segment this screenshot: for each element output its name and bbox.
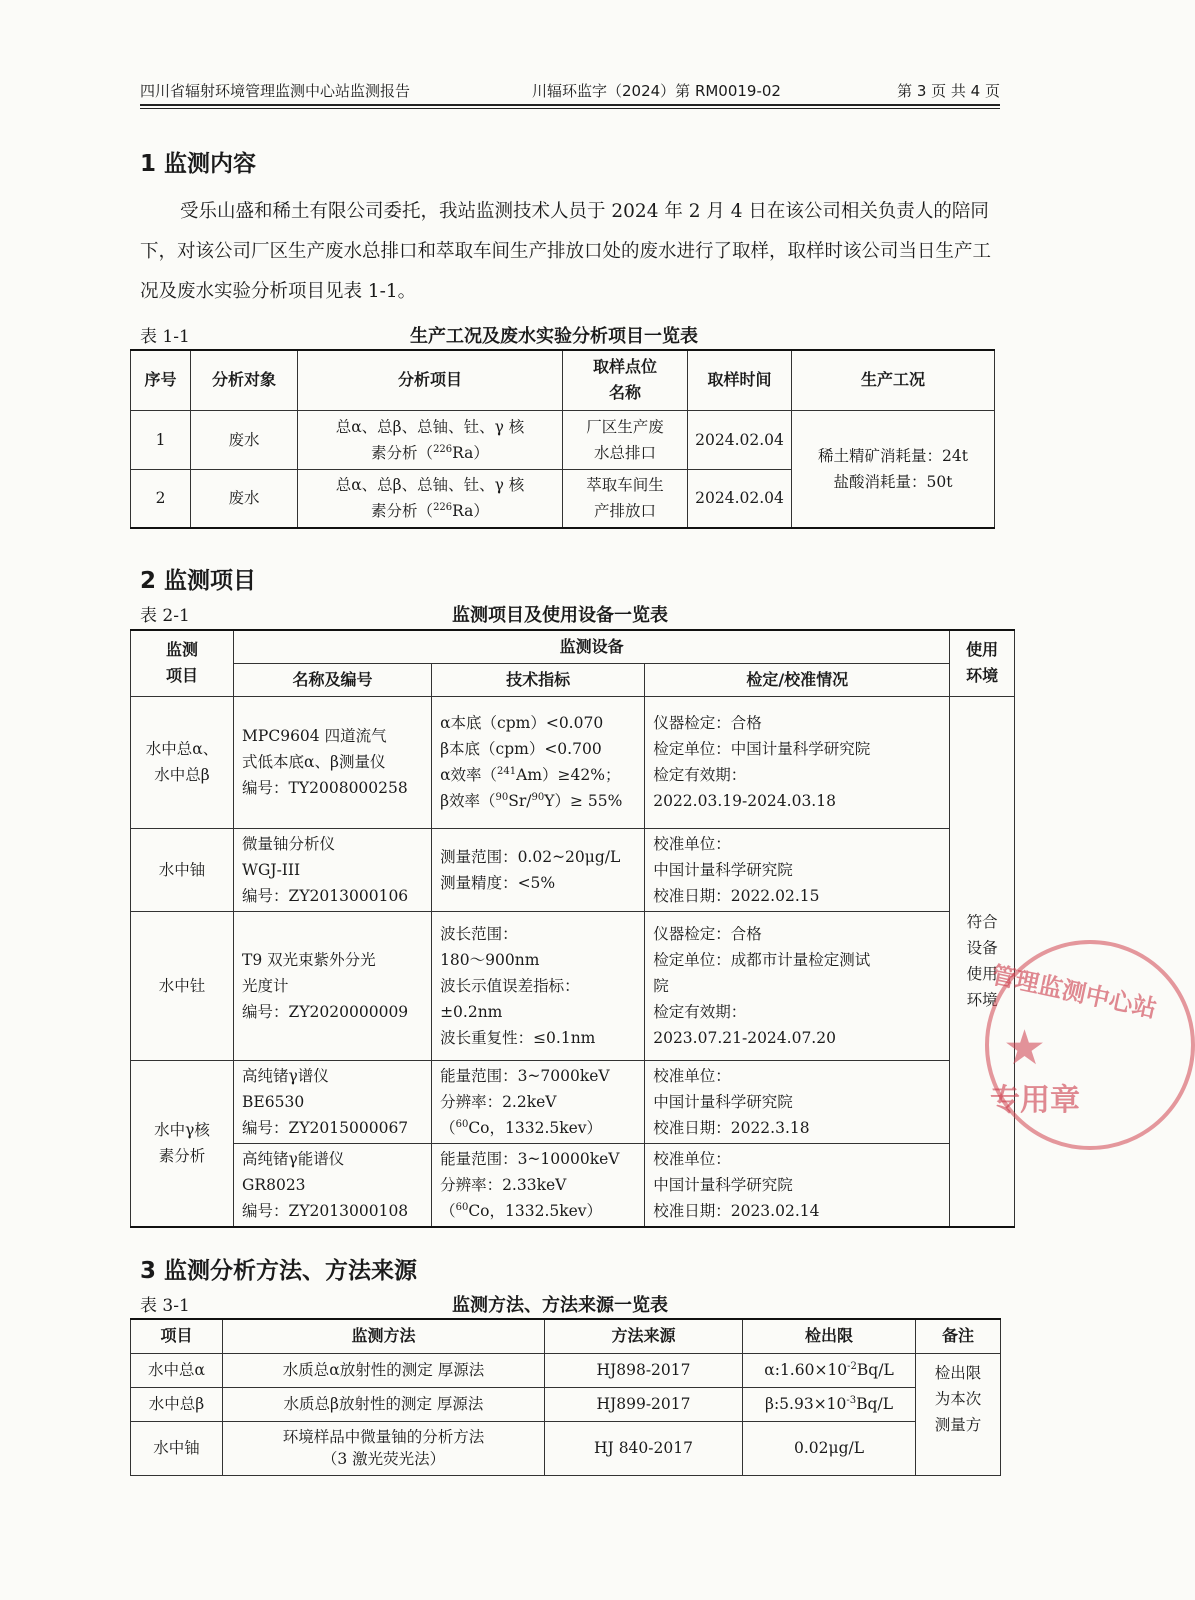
t1-no: 1 [131, 410, 191, 469]
t2-header-item: 监测 项目 [131, 630, 234, 696]
t2-name: 高纯锗γ谱仪 BE6530 编号：ZY2015000067 [234, 1060, 432, 1143]
report-header [140, 78, 1000, 104]
t2-item: 水中总α、 水中总β [131, 696, 234, 828]
t2-calib: 校准单位： 中国计量科学研究院 校准日期：2023.02.14 [645, 1143, 950, 1227]
t1-items: 总α、总β、总铀、钍、γ 核 素分析（$^{226}$Ra） [298, 410, 563, 469]
t1-header-items: 分析项目 [298, 350, 563, 410]
seal-text-bottom: 专用章 [990, 1083, 1080, 1118]
table2 [130, 629, 1015, 1228]
t3-header-limit: 检出限 [743, 1319, 916, 1353]
t3-header-item: 项目 [131, 1319, 223, 1353]
t1-time: 2024.02.04 [688, 469, 792, 528]
t1-site: 厂区生产废 水总排口 [563, 410, 688, 469]
t1-site: 萃取车间生 产排放口 [563, 469, 688, 528]
t2-header-calib: 检定/校准情况 [645, 663, 950, 696]
seal-text-top: 管理监测中心站 [988, 960, 1160, 1024]
header-rule-thin [140, 108, 1000, 109]
t2-item: 水中钍 [131, 911, 234, 1060]
t1-object: 废水 [191, 469, 298, 528]
t2-calib: 仪器检定：合格 检定单位：成都市计量检定测试 院 检定有效期： 2023.07.21-2024.07.20 [645, 911, 950, 1060]
t2-calib: 校准单位： 中国计量科学研究院 校准日期：2022.02.15 [645, 828, 950, 911]
t2-item: 水中γ核 素分析 [131, 1060, 234, 1227]
t2-spec: 能量范围：3~7000keV 分辨率：2.2keV （$^{60}$Co，1332.5kev） [432, 1060, 645, 1143]
t3-header-remark: 备注 [916, 1319, 1001, 1353]
t2-header-env: 使用 环境 [950, 630, 1015, 696]
t1-header-condition: 生产工况 [792, 350, 995, 410]
table3 [130, 1318, 1001, 1476]
t2-calib: 仪器检定：合格 检定单位：中国计量科学研究院 检定有效期： 2022.03.19-2024.03.18 [645, 696, 950, 828]
t3-item: 水中总β [131, 1387, 223, 1421]
t3-method: 水质总α放射性的测定 厚源法 [223, 1353, 545, 1387]
table-row [131, 1387, 1001, 1421]
t1-header-object: 分析对象 [191, 350, 298, 410]
header-page: 第 3 页 共 4 页 [897, 82, 1000, 100]
t3-limit: $\beta:5.93\times 10^{-3}Bq/L$ [743, 1387, 916, 1421]
t2-spec: 测量范围：0.02~20μg/L 测量精度：<5% [432, 828, 645, 911]
table3-label: 表 3-1 [140, 1296, 190, 1316]
header-doc-no: 川辐环监字（2024）第 RM0019-02 [532, 82, 781, 100]
t1-object: 废水 [191, 410, 298, 469]
t2-header-name: 名称及编号 [234, 663, 432, 696]
section1-heading: 1 监测内容 [140, 151, 257, 177]
t3-source: HJ898-2017 [545, 1353, 743, 1387]
t3-header-source: 方法来源 [545, 1319, 743, 1353]
table-row [131, 828, 1015, 911]
t2-name: 高纯锗γ能谱仪 GR8023 编号：ZY2013000108 [234, 1143, 432, 1227]
section2-heading: 2 监测项目 [140, 568, 257, 594]
t1-time: 2024.02.04 [688, 410, 792, 469]
table-row [131, 696, 1015, 828]
t3-source: HJ899-2017 [545, 1387, 743, 1421]
table-row [131, 1143, 1015, 1227]
table1-title: 生产工况及废水实验分析项目一览表 [410, 326, 698, 347]
t3-limit: 0.02μg/L [743, 1421, 916, 1475]
t3-header-method: 监测方法 [223, 1319, 545, 1353]
t1-header-time: 取样时间 [688, 350, 792, 410]
table-row [131, 911, 1015, 1060]
t2-calib: 校准单位： 中国计量科学研究院 校准日期：2022.3.18 [645, 1060, 950, 1143]
t3-remark: 检出限 为本次 测量方 [916, 1353, 1001, 1475]
table1-label: 表 1-1 [140, 327, 190, 347]
t1-items: 总α、总β、总铀、钍、γ 核 素分析（$^{226}$Ra） [298, 469, 563, 528]
t2-header-spec: 技术指标 [432, 663, 645, 696]
t2-name: MPC9604 四道流气 式低本底α、β测量仪 编号：TY2008000258 [234, 696, 432, 828]
t3-method: 水质总β放射性的测定 厚源法 [223, 1387, 545, 1421]
t3-item: 水中总α [131, 1353, 223, 1387]
t3-source: HJ 840-2017 [545, 1421, 743, 1475]
t3-item: 水中铀 [131, 1421, 223, 1475]
t2-item: 水中铀 [131, 828, 234, 911]
table-row [131, 1421, 1001, 1475]
t2-spec: 波长范围： 180～900nm 波长示值误差指标： ±0.2nm 波长重复性：≤0.1nm [432, 911, 645, 1060]
header-rule [140, 104, 1000, 106]
seal-star-icon: ★ [1003, 1020, 1047, 1076]
t2-spec: α本底（cpm）<0.070 β本底（cpm）<0.700 α效率（$^{241}$Am）≥42%； β效率（$^{90}$Sr/$^{90}$Y）≥ 55% [432, 696, 645, 828]
table-row [131, 1353, 1001, 1387]
t2-header-equipment: 监测设备 [234, 630, 950, 663]
t2-name: 微量铀分析仪 WGJ-III 编号：ZY2013000106 [234, 828, 432, 911]
table-row [131, 1060, 1015, 1143]
table2-label: 表 2-1 [140, 606, 190, 626]
t2-env: 符合 设备 使用 环境 [950, 696, 1015, 1227]
table2-title: 监测项目及使用设备一览表 [452, 605, 668, 626]
t1-header-site: 取样点位 名称 [563, 350, 688, 410]
table1 [130, 349, 995, 529]
t2-name: T9 双光束紫外分光 光度计 编号：ZY2020000009 [234, 911, 432, 1060]
t3-method: 环境样品中微量铀的分析方法 （3 激光荧光法） [223, 1421, 545, 1475]
section3-heading: 3 监测分析方法、方法来源 [140, 1258, 418, 1284]
header-org: 四川省辐射环境管理监测中心站监测报告 [140, 82, 411, 100]
t1-condition: 稀土精矿消耗量：24t 盐酸消耗量：50t [792, 410, 995, 528]
t3-limit: $\alpha:1.60\times 10^{-2}Bq/L$ [743, 1353, 916, 1387]
t1-no: 2 [131, 469, 191, 528]
t1-header-no: 序号 [131, 350, 191, 410]
t2-spec: 能量范围：3~10000keV 分辨率：2.33keV （$^{60}$Co，1332.5kev） [432, 1143, 645, 1227]
table-row [131, 410, 995, 469]
section1-paragraph: 受乐山盛和稀土有限公司委托，我站监测技术人员于 2024 年 2 月 4 日在该公司相关负责人的陪同下，对该公司厂区生产废水总排口和萃取车间生产排放口处的废水进行了取样，取样时该公司当日生产工况及废水实验分析项目见表 1-1。 [140, 201, 992, 302]
table3-title: 监测方法、方法来源一览表 [452, 1295, 668, 1316]
